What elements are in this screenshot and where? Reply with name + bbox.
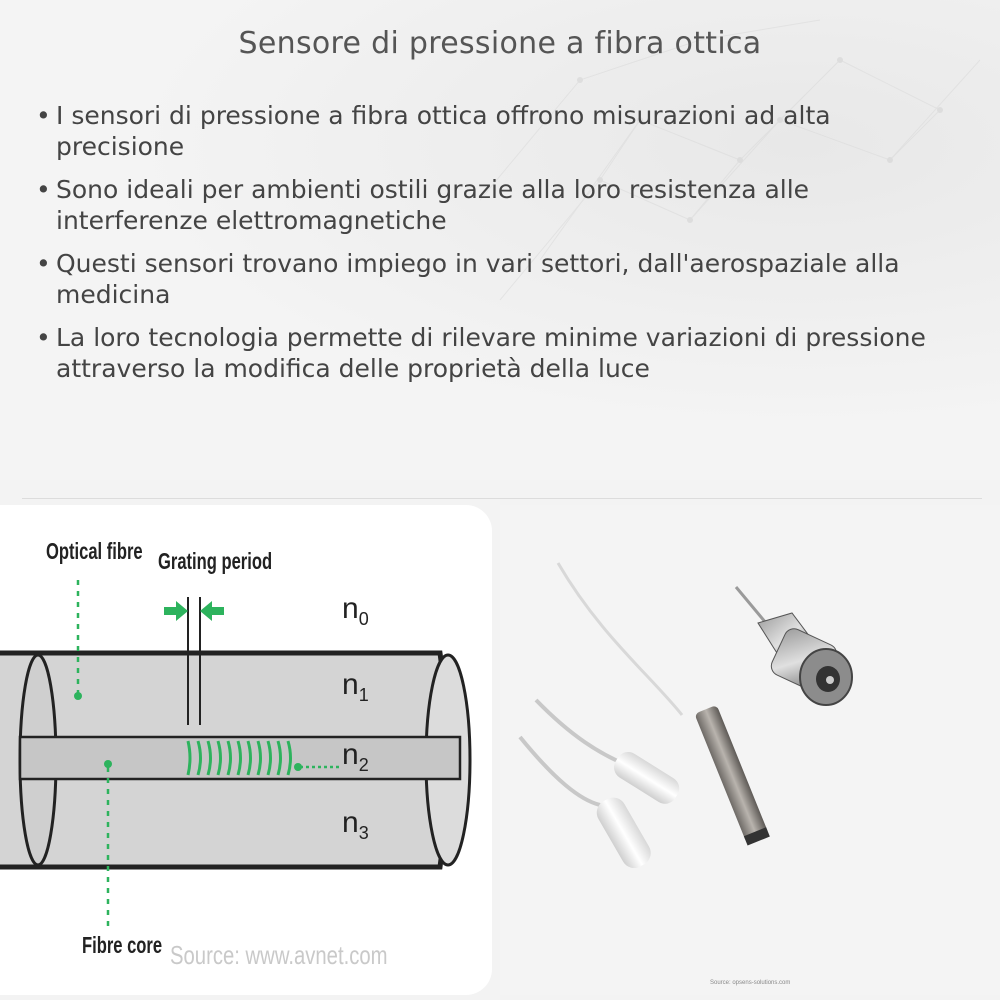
sensor-photo-graphic xyxy=(500,505,1000,995)
bullet-marker: • xyxy=(36,101,51,130)
bullet-marker: • xyxy=(36,249,51,278)
bullet-text: La loro tecnologia permette di rilevare minime variazioni di pressione attraverso la modifica delle proprietà della luce xyxy=(56,323,926,383)
section-divider xyxy=(22,498,982,499)
bullet-text: Sono ideali per ambienti ostili grazie alla loro resistenza alle interferenze elettromagnetiche xyxy=(56,175,810,235)
optical-fibre-label: Optical fibre xyxy=(46,538,143,564)
cable-upper xyxy=(536,700,632,767)
photo-source: Source: opsens-solutions.com xyxy=(710,980,791,986)
n2-dot xyxy=(294,763,302,771)
cable-long xyxy=(558,563,682,715)
steel-probe xyxy=(694,705,769,846)
diagram-source: Source: www.avnet.com xyxy=(170,940,388,970)
refractive-index-n2: $n_2$ xyxy=(342,738,369,775)
page-title: Sensore di pressione a fibra ottica xyxy=(238,26,762,61)
fibre-connector xyxy=(758,613,852,705)
bullet-item xyxy=(36,174,966,236)
white-probe-lower xyxy=(592,793,655,873)
refractive-index-n1: $n_1$ xyxy=(342,668,369,705)
white-probe-upper xyxy=(610,747,684,808)
bullet-text: I sensori di pressione a fibra ottica offrono misurazioni ad alta precisione xyxy=(56,101,831,161)
fibre-diagram-graphic xyxy=(0,505,492,995)
bullet-item xyxy=(36,100,966,162)
connector-pin xyxy=(736,587,766,623)
bullet-text: Questi sensori trovano impiego in vari settori, dall'aerospaziale alla medicina xyxy=(56,249,900,309)
bullet-item xyxy=(36,322,966,384)
cable-lower xyxy=(520,737,600,805)
bullet-list xyxy=(36,100,966,396)
fibre-core-dot xyxy=(104,760,112,768)
grating-period-arrows xyxy=(164,601,224,621)
grating-period-label: Grating period xyxy=(158,548,273,574)
refractive-index-n0: $n_0$ xyxy=(342,592,369,629)
bullet-marker: • xyxy=(36,175,51,204)
bullet-marker: • xyxy=(36,323,51,352)
refractive-index-n3: $n_3$ xyxy=(342,806,369,843)
bullet-item xyxy=(36,248,966,310)
fibre-core-label: Fibre core xyxy=(82,932,163,958)
optical-fibre-dot xyxy=(74,692,82,700)
